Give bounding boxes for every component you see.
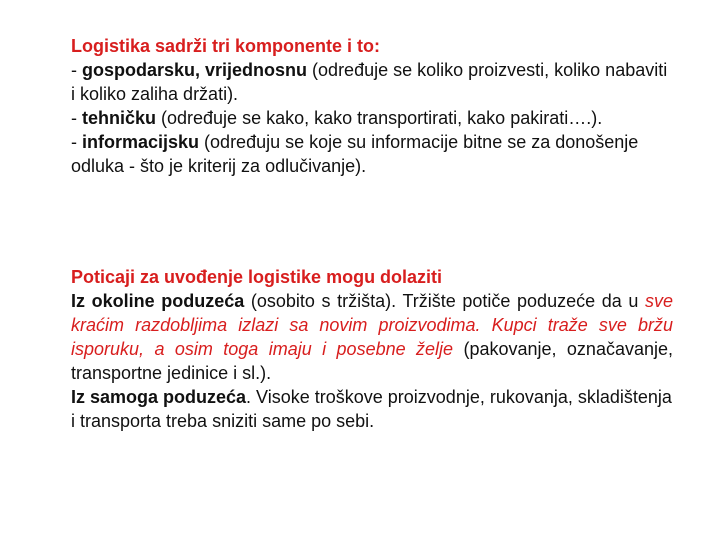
- component-desc: (određuje se kako, kako transportirati, kako pakirati….).: [156, 108, 603, 128]
- component-item-information: - informacijsku (određuju se koje su informacije bitne se za donošenje odluka - što je kriterij za odlučivanje).: [71, 132, 639, 176]
- component-desc: (određuje se koliko proizvesti, koliko nabaviti i koliko zaliha držati).: [71, 60, 668, 104]
- components-heading: Logistika sadrži tri komponente i to:: [71, 36, 381, 56]
- logistics-components-block: [71, 34, 673, 178]
- component-desc: (određuju se koje su informacije bitne se za donošenje odluka - što je kriterij za odlučivanje).: [71, 132, 639, 176]
- incentive-term: Iz okoline poduzeća: [71, 291, 245, 311]
- component-item-economic: - gospodarsku, vrijednosnu (određuje se koliko proizvesti, koliko nabaviti i koliko zaliha držati).: [71, 60, 668, 104]
- logistics-incentives-block: [71, 265, 673, 433]
- incentive-emphasis: sve kraćim razdobljima izlazi sa novim proizvodima. Kupci traže sve bržu isporuku, a osim toga imaju i posebne želje: [71, 291, 673, 359]
- incentive-term: Iz samoga poduzeća: [71, 387, 247, 407]
- incentive-environment-paragraph: Iz okoline poduzeća (osobito s tržišta). Tržište potiče poduzeće da u sve kraćim razdobljima izlazi sa novim proizvodima. Kupci traže sve bržu isporuku, a osim toga imaju i posebne želje (pakovanje, označavanje, transportne jedinice i sl.).: [71, 291, 673, 383]
- component-term: gospodarsku, vrijednosnu: [82, 60, 308, 80]
- incentive-company-paragraph: Iz samoga poduzeća. Visoke troškove proizvodnje, rukovanja, skladištenja i transporta treba sniziti same po sebi.: [71, 387, 672, 431]
- incentives-heading: Poticaji za uvođenje logistike mogu dolaziti: [71, 267, 443, 287]
- component-item-technical: - tehničku (određuje se kako, kako transportirati, kako pakirati….).: [71, 108, 603, 128]
- component-term: tehničku: [82, 108, 157, 128]
- component-term: informacijsku: [82, 132, 200, 152]
